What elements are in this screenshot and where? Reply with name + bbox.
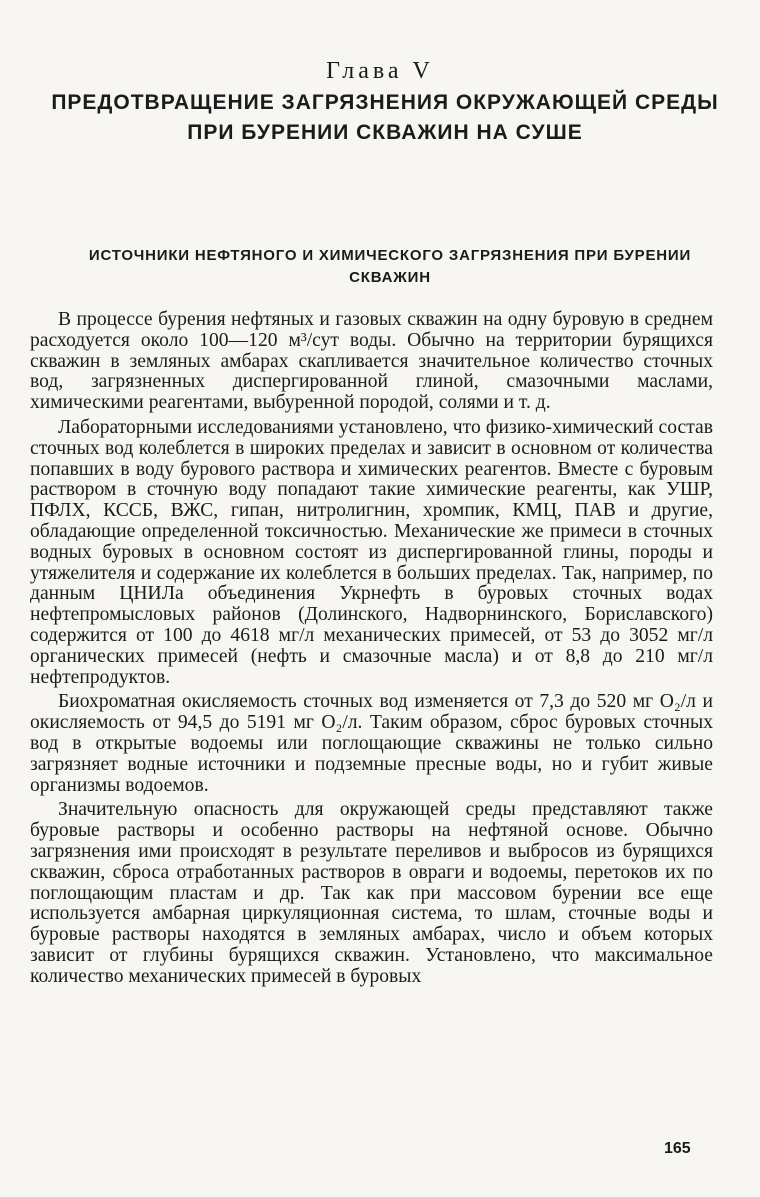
paragraph: В процессе бурения нефтяных и газовых скважин на одну буровую в среднем расходуется около 100—120 м³/сут воды. Обычно на территории бурящихся скважин в земляных амбарах скапливается значительное количество сточных вод, загрязненных диспергированной глиной, смазочными маслами, химическими реагентами, выбуренной породой, солями и т. д. [30, 309, 713, 414]
paragraph: Биохроматная окисляемость сточных вод изменяется от 7,3 до 520 мг O₂/л и окисляемость от 94,5 до 5191 мг O₂/л. Таким образом, сброс буровых сточных вод в открытые водоемы или поглощающие скважины не только сильно загрязняет водные источники и подземные пресные воды, но и губит живые организмы водоемов. [30, 691, 713, 796]
body-text [30, 310, 713, 992]
chapter-label: Глава V [326, 58, 434, 84]
paragraph: Значительную опасность для окружающей среды представляют также буровые растворы и особенно растворы на нефтяной основе. Обычно загрязнения ими происходят в результате переливов и выбросов из бурящихся скважин, сброса отработанных растворов в овраги и водоемы, перетоков их по поглощающим пластам и др. Так как при массовом бурении все еще используется амбарная циркуляционная система, то шлам, сточные воды и буровые растворы находятся в земляных амбарах, число и объем которых зависит от глубины бурящихся скважин. Установлено, что максимальное количество механических примесей в буровых [30, 799, 713, 987]
paragraph: Лабораторными исследованиями установлено, что физико-химический состав сточных вод колеблется в широких пределах и зависит в основном от количества попавших в воду бурового раствора и химических реагентов. Вместе с буровым раствором в сточную воду попадают такие химические реагенты, как УШР, ПФЛХ, КССБ, ВЖС, гипан, нитролигнин, хромпик, КМЦ, ПАВ и другие, обладающие определенной токсичностью. Механические же примеси в сточных водных буровых в основном состоят из диспергированной глины, породы и утяжелителя и содержание их колеблется в больших пределах. Так, например, по данным ЦНИЛа объединения Укрнефть в буровых сточных водах нефтепромысловых районов (Долинского, Надворнинского, Бориславского) содержится от 100 до 4618 мг/л механических примесей, от 53 до 3052 мг/л органических примесей (нефть и смазочные масла) и от 8,8 до 210 мг/л нефтепродуктов. [30, 416, 713, 688]
page-number: 165 [664, 1140, 691, 1157]
chapter-title: ПРЕДОТВРАЩЕНИЕ ЗАГРЯЗНЕНИЯ ОКРУЖАЮЩЕЙ СРЕДЫ ПРИ БУРЕНИИ СКВАЖИН НА СУШЕ [51, 91, 719, 144]
section-title: ИСТОЧНИКИ НЕФТЯНОГО И ХИМИЧЕСКОГО ЗАГРЯЗНЕНИЯ ПРИ БУРЕНИИ СКВАЖИН [88, 247, 692, 286]
